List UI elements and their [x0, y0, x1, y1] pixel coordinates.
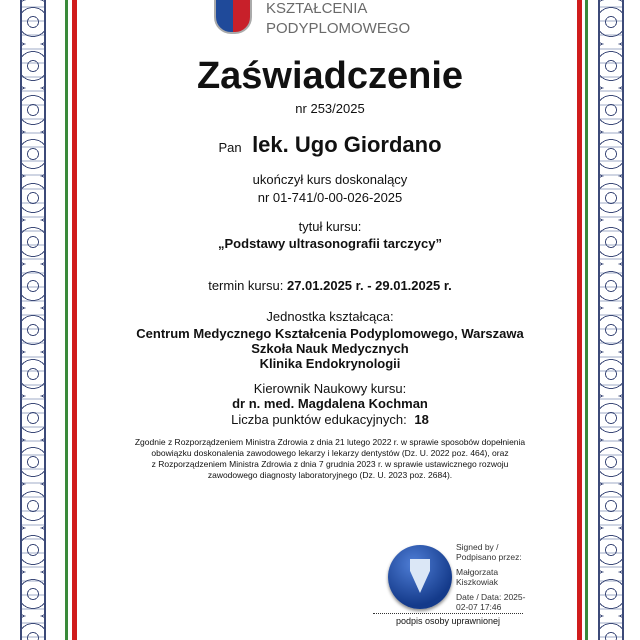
legal-notice: Zgodnie z Rozporządzeniem Ministra Zdrowia z dnia 21 lutego 2022 r. w sprawie sposobów dopełnienia obowiązku doskonalenia zawodowego lekarzy i lekarzy dentystów (Dz. U. 2022 poz. 464), oraz z Rozporządzeniem Ministra Zdrowia z dnia 7 grudnia 2023 r. w sprawie ustawicznego rozwoju zawodowego diagnosty laboratoryjnego (Dz. U. 2023 poz. 2684).	[134, 437, 526, 480]
red-line	[72, 0, 77, 640]
signature-pen-icon	[388, 545, 452, 609]
course-title: „Podstawy ultrasonografii tarczycy”	[218, 236, 442, 251]
signature-line	[373, 613, 523, 614]
signature-info: Signed by / Podpisano przez: Małgorzata Kiszkowiak Date / Data: 2025- 02-07 17:46	[456, 542, 526, 612]
certificate-number: nr 253/2025	[295, 101, 365, 116]
green-line	[65, 0, 68, 640]
director-name: dr n. med. Magdalena Kochman	[232, 396, 428, 411]
right-ornament-border	[598, 0, 624, 640]
education-points: Liczba punktów edukacyjnych: 18	[231, 412, 429, 427]
signature-caption: podpis osoby uprawnionej	[395, 616, 501, 626]
course-number: nr 01-741/0-00-026-2025	[257, 190, 403, 205]
course-term: termin kursu: 27.01.2025 r. - 29.01.2025 r.	[208, 278, 452, 293]
logo-text: KSZTAŁCENIA PODYPLOMOWEGO	[266, 0, 411, 37]
recipient: Pan lek. Ugo Giordano	[218, 132, 442, 157]
page-title: Zaświadczenie	[196, 55, 464, 97]
unit-label: Jednostka kształcąca:	[266, 309, 394, 324]
left-ornament-border	[20, 0, 46, 640]
logo-shield-icon	[214, 0, 252, 34]
director-label: Kierownik Naukowy kursu:	[253, 381, 407, 396]
completed-text: ukończył kurs doskonalący	[252, 172, 408, 187]
course-title-label: tytuł kursu:	[298, 219, 362, 234]
green-line	[585, 0, 588, 640]
unit-lines: Centrum Medycznego Kształcenia Podyplomowego, Warszawa Szkoła Nauk Medycznych Klinika Endokrynologii	[136, 326, 524, 371]
